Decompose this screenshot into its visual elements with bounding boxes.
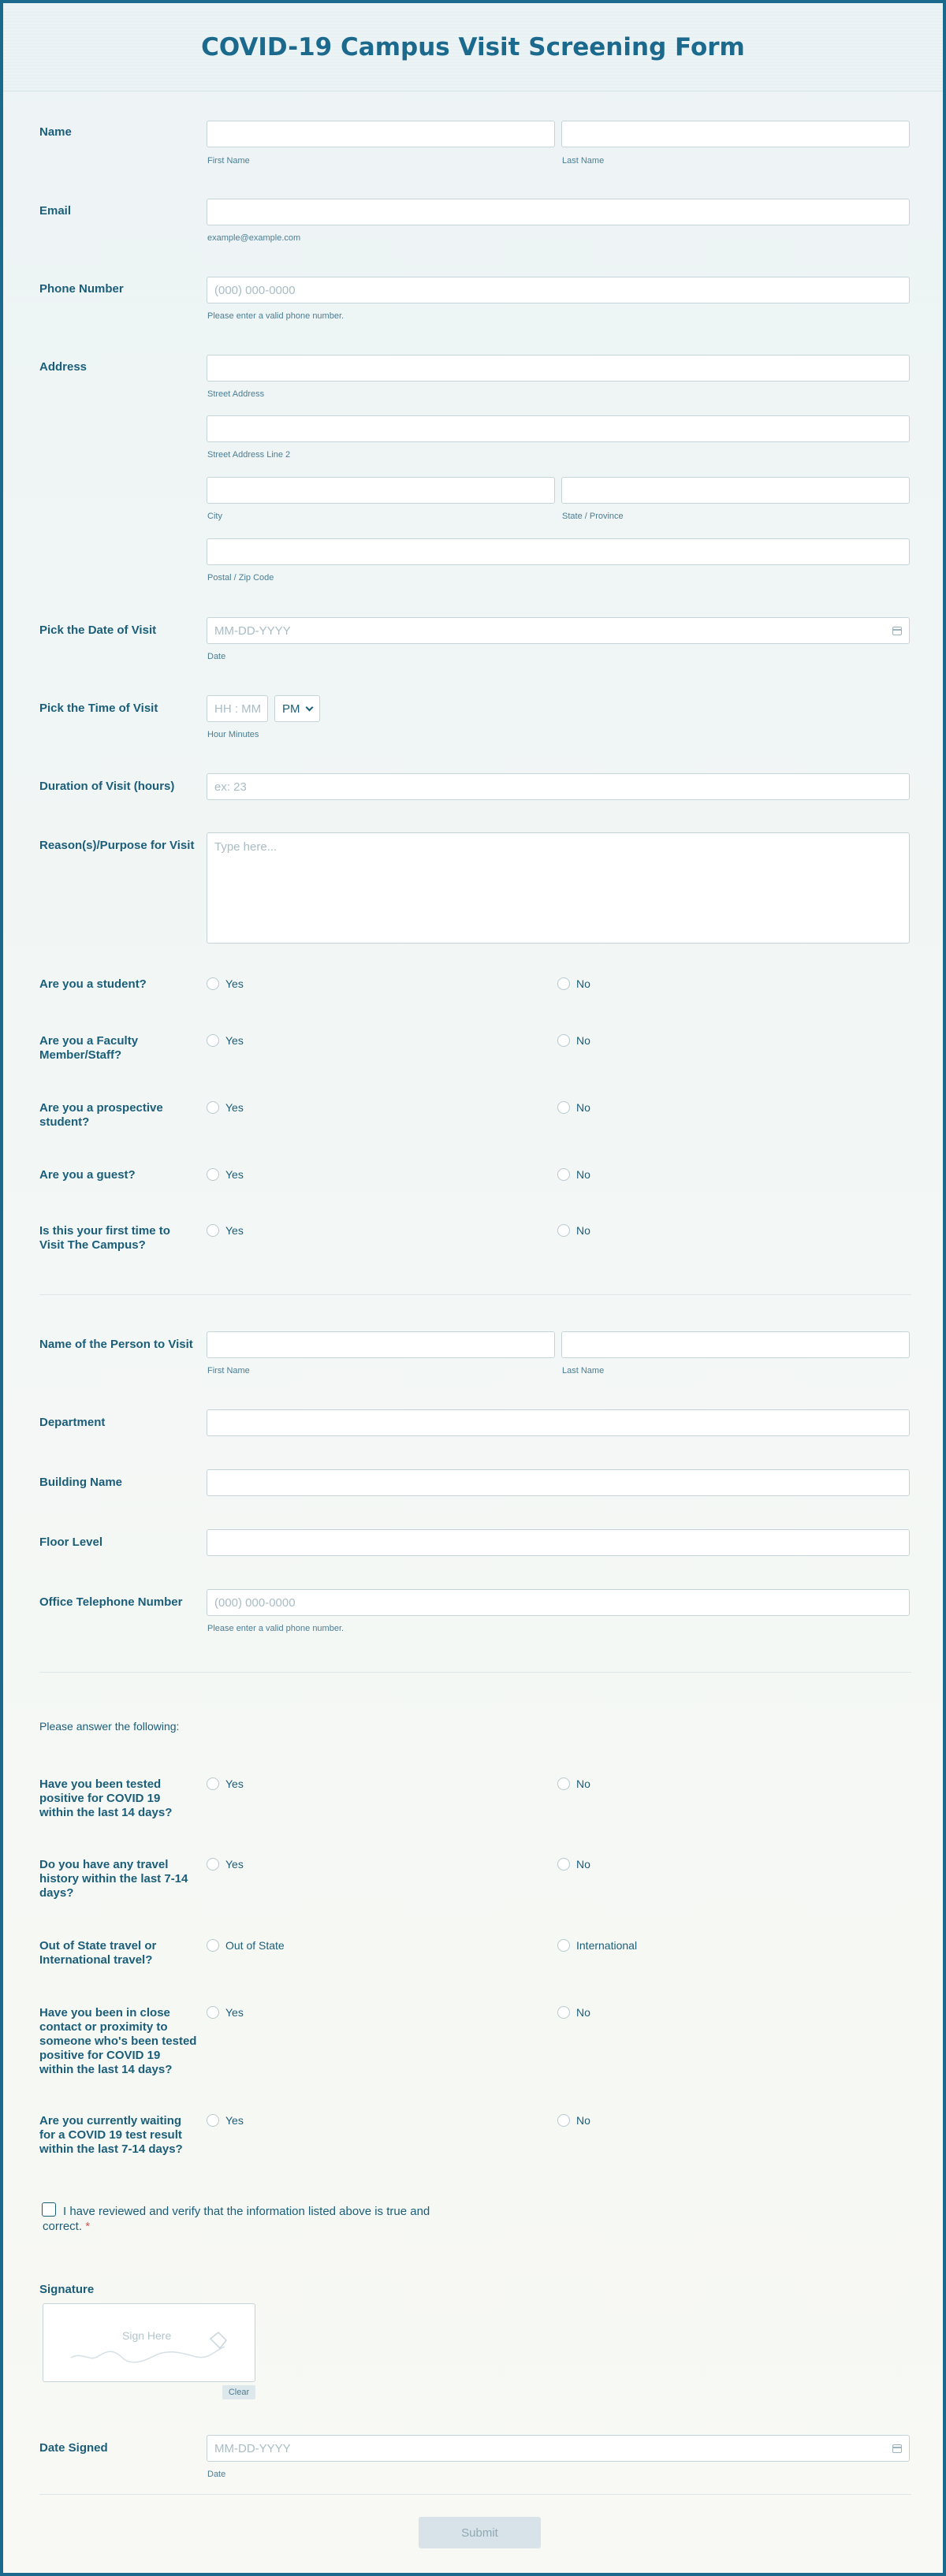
radio-circle [207,1858,219,1871]
international-radio[interactable] [557,1939,637,1952]
calendar-icon[interactable] [892,627,902,635]
faculty-no-radio[interactable] [557,1034,590,1047]
radio-circle [557,1034,570,1047]
visit-time-sublabel: Hour Minutes [207,730,259,739]
duration-label: Duration of Visit (hours) [39,780,175,793]
radio-label: Out of State [225,1939,285,1952]
date-signed-sublabel: Date [207,2470,226,2479]
radio-circle [557,1858,570,1871]
tested-yes-radio[interactable] [207,1778,244,1790]
chevron-down-icon [305,703,313,711]
street-address-line2-sublabel: Street Address Line 2 [207,450,291,460]
first-time-yes-radio[interactable] [207,1224,244,1237]
radio-label: International [576,1939,638,1952]
radio-label: No [576,2114,590,2127]
verify-text-block [43,2204,453,2234]
verify-text: I have reviewed and verify that the information listed above is true and correct. [43,2205,430,2233]
signature-clear-button[interactable]: Clear [222,2385,255,2399]
radio-circle [557,1224,570,1237]
street-address-line2-input[interactable] [207,415,910,442]
signature-pad[interactable] [43,2303,255,2382]
radio-circle [557,1168,570,1181]
radio-label: Yes [225,1034,244,1047]
radio-label: Yes [225,977,244,990]
person-to-visit-label: Name of the Person to Visit [39,1338,193,1351]
faculty-yes-radio[interactable] [207,1034,244,1047]
student-no-radio[interactable] [557,977,590,990]
calendar-icon[interactable] [892,2444,902,2453]
radio-circle [557,2114,570,2127]
radio-circle [207,1939,219,1952]
visit-date-input[interactable] [207,617,910,644]
email-label: Email [39,204,72,218]
radio-circle [207,1778,219,1790]
department-input[interactable] [207,1409,910,1436]
student-yes-radio[interactable] [207,977,244,990]
department-label: Department [39,1416,106,1429]
guest-question-label: Are you a guest? [39,1168,136,1182]
city-input[interactable] [207,477,555,504]
tested-question-label: Have you been tested positive for COVID 19 within the last 14 days? [39,1778,173,1819]
radio-label: Yes [225,1168,244,1181]
signature-scribble-icon [67,2328,240,2367]
date-signed-input[interactable] [207,2435,910,2462]
radio-circle [207,2006,219,2019]
city-sublabel: City [207,512,222,521]
travel-type-question-label: Out of State travel or International travel? [39,1939,157,1967]
submit-button[interactable]: Submit [419,2517,541,2548]
email-input[interactable] [207,199,910,225]
person-last-name-input[interactable] [561,1331,910,1358]
radio-label: Yes [225,1778,244,1790]
prospective-question-label: Are you a prospective student? [39,1101,163,1129]
radio-label: No [576,1034,590,1047]
contact-question-label: Have you been in close contact or proximity to someone who's been tested positive for COVID 19 within the last 14 days? [39,2006,197,2076]
radio-circle [557,1778,570,1790]
phone-label: Phone Number [39,282,124,296]
radio-circle [557,2006,570,2019]
radio-label: No [576,1101,590,1114]
travel-yes-radio[interactable] [207,1858,244,1871]
office-phone-sublabel: Please enter a valid phone number. [207,1624,345,1633]
answer-prompt: Please answer the following: [39,1720,180,1733]
tested-no-radio[interactable] [557,1778,590,1790]
radio-label: Yes [225,2006,244,2019]
travel-question-label: Do you have any travel history within the last 7-14 days? [39,1858,188,1900]
office-phone-input[interactable] [207,1589,910,1616]
first-name-sublabel: First Name [207,156,250,166]
radio-label: Yes [225,1101,244,1114]
floor-input[interactable] [207,1529,910,1556]
email-sublabel: example@example.com [207,233,301,243]
street-address-sublabel: Street Address [207,389,265,399]
floor-label: Floor Level [39,1536,103,1549]
guest-no-radio[interactable] [557,1168,590,1181]
phone-sublabel: Please enter a valid phone number. [207,311,345,321]
contact-yes-radio[interactable] [207,2006,244,2019]
radio-circle [207,1101,219,1114]
person-first-name-sublabel: First Name [207,1366,250,1375]
form-title: COVID-19 Campus Visit Screening Form [201,32,745,61]
radio-label: No [576,1224,590,1237]
signature-label: Signature [39,2283,95,2296]
guest-yes-radio[interactable] [207,1168,244,1181]
radio-circle [207,1034,219,1047]
state-sublabel: State / Province [562,512,624,521]
radio-label: No [576,1778,590,1790]
person-last-name-sublabel: Last Name [562,1366,605,1375]
section-divider [39,1672,911,1673]
name-label: Name [39,125,72,139]
address-label: Address [39,360,88,374]
visit-time-input[interactable] [207,695,268,722]
ampm-select[interactable] [274,695,320,722]
radio-label: Yes [225,1858,244,1871]
student-question-label: Are you a student? [39,977,147,991]
first-name-input[interactable] [207,121,555,147]
contact-no-radio[interactable] [557,2006,590,2019]
last-name-input[interactable] [561,121,910,147]
office-phone-label: Office Telephone Number [39,1595,183,1609]
waiting-yes-radio[interactable] [207,2114,244,2127]
radio-label: No [576,977,590,990]
building-label: Building Name [39,1476,123,1489]
form-header [3,3,943,91]
prospective-no-radio[interactable] [557,1101,590,1114]
first-time-no-radio[interactable] [557,1224,590,1237]
section-divider [39,2494,911,2495]
radio-label: No [576,1858,590,1871]
radio-circle [207,977,219,990]
first-time-question-label: Is this your first time to Visit The Campus? [39,1224,170,1252]
state-input[interactable] [561,477,910,504]
last-name-sublabel: Last Name [562,156,605,166]
zip-input[interactable] [207,538,910,565]
visit-date-label: Pick the Date of Visit [39,624,157,637]
section-divider [39,1294,911,1295]
radio-label: No [576,2006,590,2019]
faculty-question-label: Are you a Faculty Member/Staff? [39,1034,139,1062]
street-address-input[interactable] [207,355,910,382]
reason-label: Reason(s)/Purpose for Visit [39,839,195,852]
date-signed-label: Date Signed [39,2441,108,2455]
prospective-yes-radio[interactable] [207,1101,244,1114]
zip-sublabel: Postal / Zip Code [207,573,274,583]
radio-circle [207,2114,219,2127]
radio-circle [207,1168,219,1181]
ampm-value: PM [282,702,300,716]
radio-circle [557,1101,570,1114]
signature-placeholder: Sign Here [122,2329,172,2342]
visit-time-label: Pick the Time of Visit [39,702,158,715]
radio-circle [557,1939,570,1952]
out-of-state-radio[interactable] [207,1939,285,1952]
waiting-question-label: Are you currently waiting for a COVID 19 test result within the last 7-14 days? [39,2114,183,2156]
travel-no-radio[interactable] [557,1858,590,1871]
radio-circle [557,977,570,990]
waiting-no-radio[interactable] [557,2114,590,2127]
visit-date-sublabel: Date [207,652,226,661]
radio-label: No [576,1168,590,1181]
person-first-name-input[interactable] [207,1331,555,1358]
duration-input[interactable] [207,773,910,800]
radio-label: Yes [225,2114,244,2127]
building-input[interactable] [207,1469,910,1496]
phone-input[interactable] [207,277,910,303]
radio-label: Yes [225,1224,244,1237]
required-marker: * [85,2220,91,2233]
radio-circle [207,1224,219,1237]
reason-textarea[interactable] [207,832,910,944]
